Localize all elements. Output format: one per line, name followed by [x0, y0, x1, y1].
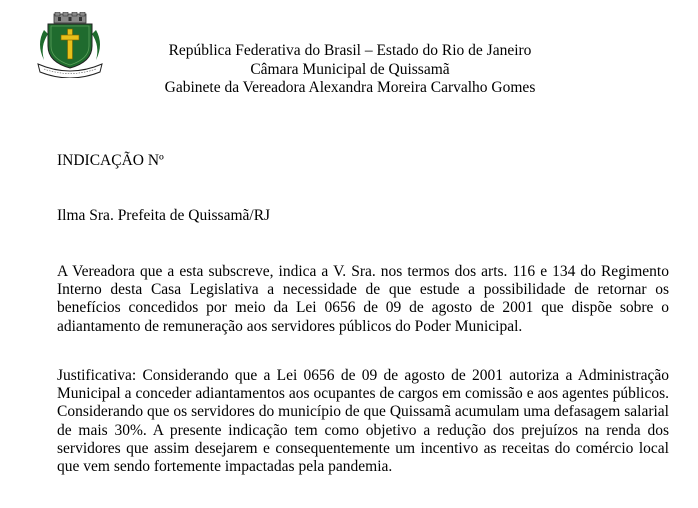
- municipal-crest-icon: [34, 12, 106, 78]
- justification-paragraph-text: Justificativa: Considerando que a Lei 0656 de 09 de agosto de 2001 autoriza a Administração Municipal a conceder adiantamentos aos ocupantes de cargos em comissão e aos agentes públicos. Considerando que os servidores do município de que Quissamã acumulam uma defasagem salarial de mais 30%. A presente indicação tem como objetivo a redução dos prejuízos na renda dos servidores que assim desejarem e consequentemente um incentivo as receitas do comércio local que vem sendo fortemente impactadas pela pandemia.: [57, 367, 669, 476]
- request-paragraph-text: A Vereadora que a esta subscreve, indica a V. Sra. nos termos dos arts. 116 e 134 do Regimento Interno desta Casa Legislativa a necessidade de que estude a possibilidade de retornar os benefícios concedidos por meio da Lei 0656 de 09 de agosto de 2001 que dispõe sobre o adiantamento de remuneração aos servidores públicos do Poder Municipal.: [57, 263, 669, 335]
- addressee-line: Ilma Sra. Prefeita de Quissamã/RJ: [57, 207, 271, 224]
- justification-paragraph: [57, 367, 669, 476]
- letterhead: [110, 42, 590, 98]
- letterhead-line-2: Câmara Municipal de Quissamã: [250, 60, 450, 78]
- letterhead-line-3: Gabinete da Vereadora Alexandra Moreira Carvalho Gomes: [164, 79, 536, 96]
- crown-shape: [54, 12, 86, 23]
- request-paragraph: [57, 263, 669, 336]
- letterhead-line-1: República Federativa do Brasil – Estado do Rio de Janeiro: [168, 42, 532, 59]
- indicacao-heading: INDICAÇÃO Nº: [57, 152, 164, 169]
